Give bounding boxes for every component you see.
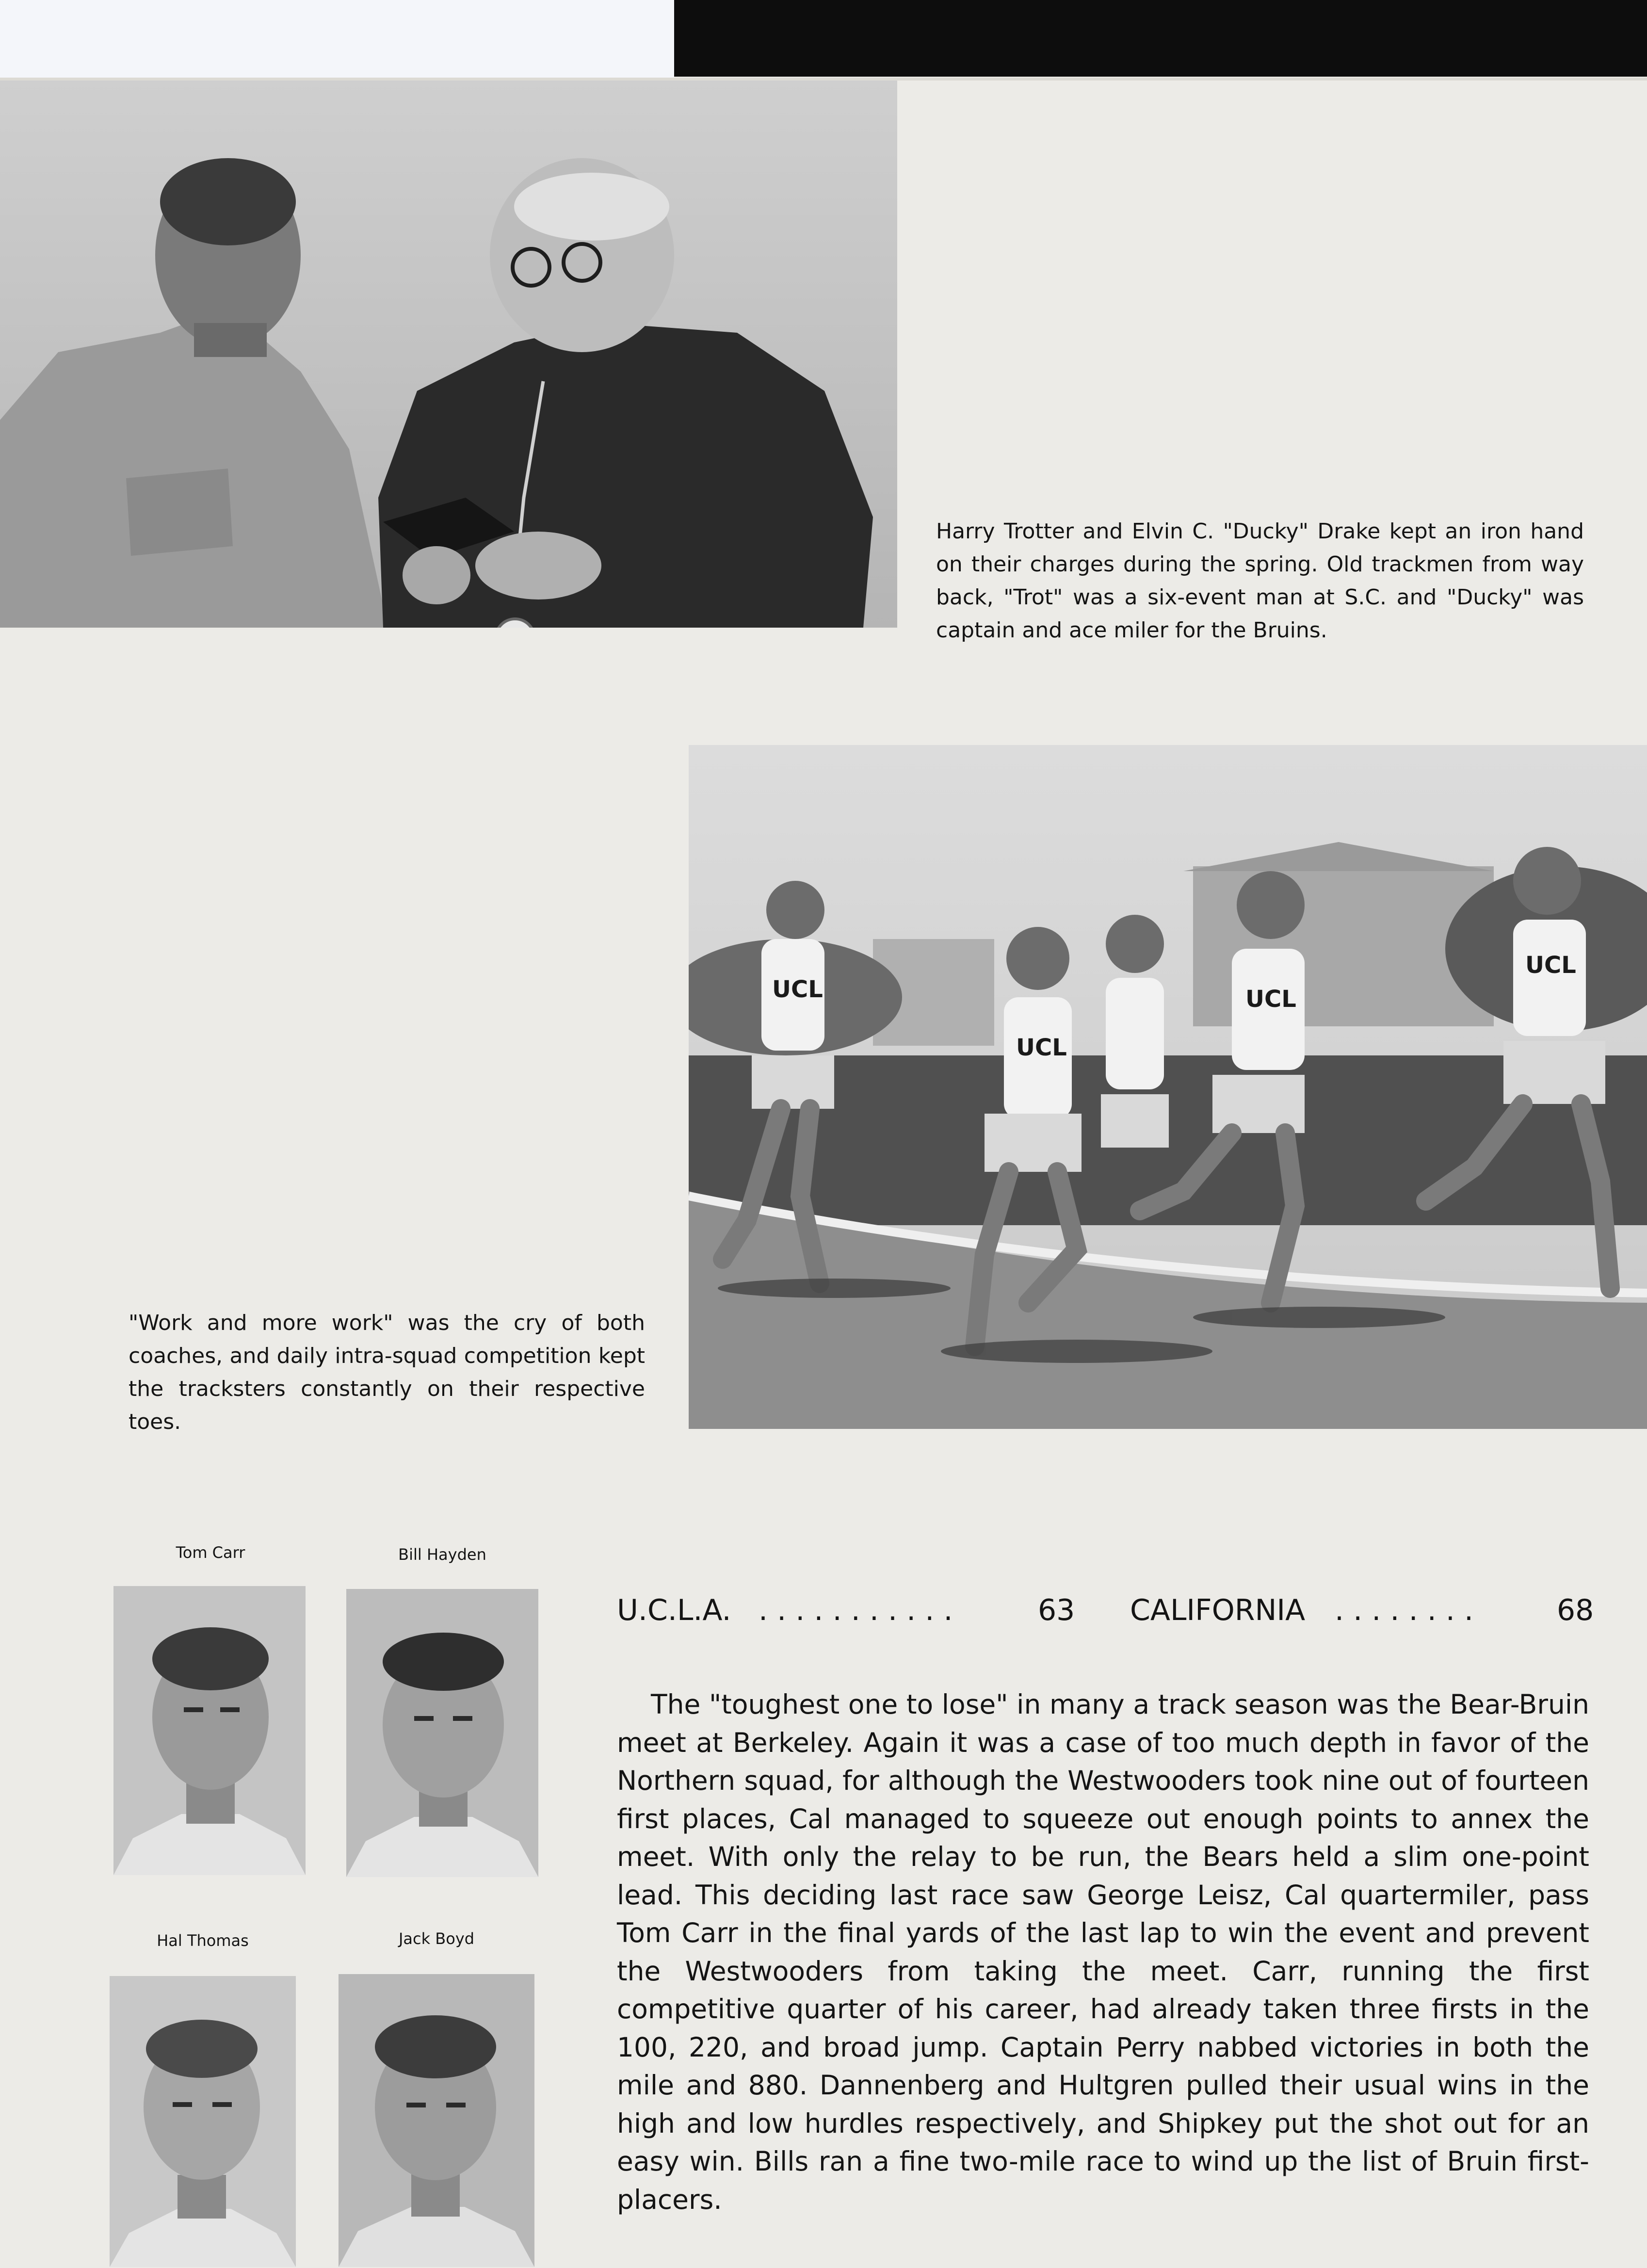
coaches-photo-image — [0, 81, 897, 628]
runners-photo-image — [689, 745, 1647, 1429]
team-ucla: U.C.L.A. — [617, 1593, 731, 1627]
portrait-image — [339, 1974, 534, 2267]
runners-photo — [689, 745, 1647, 1429]
meet-article: The "toughest one to lose" in many a track season was the Bear-Bruin meet at Berkeley. Again it was a case of too much depth in favor of the Northern squad, for although the Westwooders took nine out of fourteen first places, Cal managed to squeeze out enough points to annex the meet. With only the relay to be run, the Bears held a slim one-point lead. This deciding last race saw George Leisz, Cal quartermiler, pass Tom Carr in the final yards of the last lap to win the event and prevent the Westwooders from taking the meet. Carr, running the first competitive quarter of his career, had already taken three firsts in the 100, 220, and broad jump. Captain Perry nabbed victories in both the mile and 880. Dannenberg and Hultgren pulled their usual wins in the high and low hurdles respectively, and Shipkey put the shot out for an easy win. Bills ran a fine two-mile race to wind up the list of Bruin first-placers. — [617, 1689, 1589, 2215]
scan-margin — [0, 0, 674, 78]
score-dots: . . . . . . . . . . . — [759, 1593, 953, 1627]
portrait-tom-carr — [113, 1586, 306, 1875]
jersey-text: UCL — [1016, 1034, 1067, 1061]
runners-caption: "Work and more work" was the cry of both coaches, and daily intra-squad competition kept the tracksters constantly on their respective toes. — [129, 1311, 645, 1434]
portrait-name-hal-thomas: Hal Thomas — [157, 1931, 249, 1950]
score-california: 68 — [1557, 1593, 1594, 1627]
portrait-image — [110, 1976, 296, 2267]
coaches-photo — [0, 81, 897, 628]
portrait-name-jack-boyd: Jack Boyd — [398, 1929, 475, 1948]
coaches-caption: Harry Trotter and Elvin C. "Ducky" Drake kept an iron hand on their charges during the spring. Old trackmen from way back, "Trot" was a six-event man at S.C. and "Ducky" was captain and ace miler for the Bruins. — [936, 519, 1584, 643]
portrait-hal-thomas — [110, 1976, 296, 2267]
score-ucla: 63 — [1038, 1593, 1075, 1627]
jersey-text: UCL — [772, 976, 823, 1003]
score-dots: . . . . . . . . — [1335, 1593, 1474, 1627]
team-california: CALIFORNIA — [1130, 1593, 1306, 1627]
jersey-text: UCL — [1245, 986, 1296, 1013]
scan-border — [674, 0, 1647, 77]
portrait-image — [346, 1589, 538, 1877]
portrait-name-tom-carr: Tom Carr — [176, 1543, 245, 1562]
portrait-jack-boyd — [339, 1974, 534, 2267]
meet-score-line — [617, 1591, 1592, 1630]
portrait-image — [113, 1586, 306, 1875]
portrait-bill-hayden — [346, 1589, 538, 1877]
portrait-name-bill-hayden: Bill Hayden — [398, 1545, 486, 1564]
jersey-text: UCL — [1525, 952, 1576, 979]
